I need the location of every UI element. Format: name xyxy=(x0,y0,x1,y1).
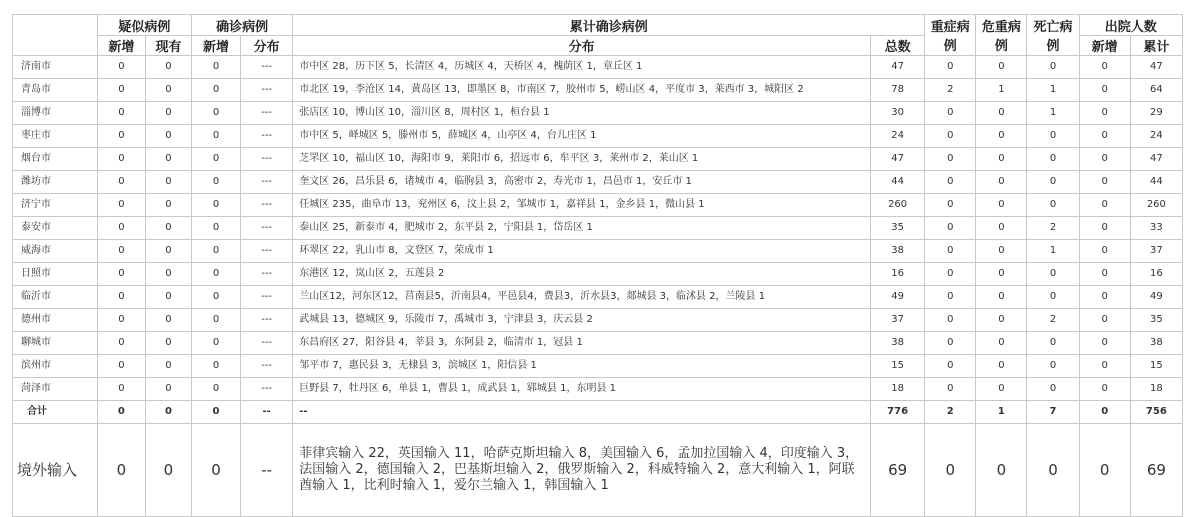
suspected-new-cell: 0 xyxy=(97,332,145,355)
death-cell: 0 xyxy=(1027,286,1079,309)
confirmed-new-cell: 0 xyxy=(191,424,240,517)
suspected-new-cell: 0 xyxy=(97,79,145,102)
critical-cell: 0 xyxy=(976,148,1027,171)
suspected-new-cell: 0 xyxy=(97,378,145,401)
death-cell: 0 xyxy=(1027,148,1079,171)
confirmed-distribution-cell: --- xyxy=(241,240,293,263)
city-cell: 聊城市 xyxy=(13,332,98,355)
cumulative-distribution-cell: 奎文区 26，昌乐县 6，诸城市 4，临朐县 3，高密市 2，寿光市 1，昌邑市 1，安丘市 1 xyxy=(293,171,871,194)
death-cell: 0 xyxy=(1027,263,1079,286)
discharged-total-cell: 69 xyxy=(1130,424,1182,517)
city-cell: 日照市 xyxy=(13,263,98,286)
critical-cell: 0 xyxy=(976,309,1027,332)
discharged-new-cell: 0 xyxy=(1079,332,1130,355)
discharged-total-cell: 29 xyxy=(1130,102,1182,125)
confirmed-new-cell: 0 xyxy=(191,355,240,378)
cumulative-distribution-cell: 市北区 19，李沧区 14，黄岛区 13，即墨区 8，市南区 7，胶州市 5，崂山区 4，平度市 3，莱西市 3，城阳区 2 xyxy=(293,79,871,102)
cumulative-total-cell: 24 xyxy=(871,125,925,148)
discharged-total-cell: 47 xyxy=(1130,148,1182,171)
header-discharged-new: 新增 xyxy=(1079,36,1130,56)
suspected-new-cell: 0 xyxy=(97,194,145,217)
discharged-new-cell: 0 xyxy=(1079,263,1130,286)
suspected-new-cell: 0 xyxy=(97,217,145,240)
death-cell: 0 xyxy=(1027,424,1079,517)
death-cell: 1 xyxy=(1027,102,1079,125)
city-cell: 济宁市 xyxy=(13,194,98,217)
confirmed-distribution-cell: --- xyxy=(241,194,293,217)
table-body xyxy=(13,56,1183,517)
discharged-total-cell: 24 xyxy=(1130,125,1182,148)
confirmed-new-cell: 0 xyxy=(191,148,240,171)
suspected-current-cell: 0 xyxy=(145,401,191,424)
table-row xyxy=(13,56,1183,79)
discharged-total-cell: 260 xyxy=(1130,194,1182,217)
cumulative-total-cell: 38 xyxy=(871,332,925,355)
cumulative-distribution-cell: 邹平市 7，惠民县 3，无棣县 3，滨城区 1，阳信县 1 xyxy=(293,355,871,378)
suspected-current-cell: 0 xyxy=(145,148,191,171)
table-row xyxy=(13,217,1183,240)
confirmed-distribution-cell: -- xyxy=(241,424,293,517)
discharged-new-cell: 0 xyxy=(1079,194,1130,217)
suspected-current-cell: 0 xyxy=(145,263,191,286)
suspected-new-cell: 0 xyxy=(97,263,145,286)
overseas-import-row xyxy=(13,424,1183,517)
suspected-new-cell: 0 xyxy=(97,240,145,263)
city-cell: 青岛市 xyxy=(13,79,98,102)
city-cell: 泰安市 xyxy=(13,217,98,240)
confirmed-new-cell: 0 xyxy=(191,332,240,355)
severe-cell: 0 xyxy=(925,332,976,355)
severe-cell: 0 xyxy=(925,378,976,401)
death-cell: 0 xyxy=(1027,125,1079,148)
discharged-new-cell: 0 xyxy=(1079,240,1130,263)
city-cell: 济南市 xyxy=(13,56,98,79)
cumulative-distribution-cell: 东昌府区 27，阳谷县 4，莘县 3，东阿县 2，临清市 1，冠县 1 xyxy=(293,332,871,355)
discharged-new-cell: 0 xyxy=(1079,56,1130,79)
discharged-total-cell: 49 xyxy=(1130,286,1182,309)
confirmed-new-cell: 0 xyxy=(191,56,240,79)
city-cell: 烟台市 xyxy=(13,148,98,171)
confirmed-distribution-cell: --- xyxy=(241,148,293,171)
critical-cell: 0 xyxy=(976,378,1027,401)
confirmed-new-cell: 0 xyxy=(191,102,240,125)
table-row xyxy=(13,148,1183,171)
confirmed-distribution-cell: --- xyxy=(241,263,293,286)
cumulative-total-cell: 260 xyxy=(871,194,925,217)
suspected-current-cell: 0 xyxy=(145,309,191,332)
confirmed-distribution-cell: --- xyxy=(241,332,293,355)
confirmed-new-cell: 0 xyxy=(191,125,240,148)
cumulative-total-cell: 776 xyxy=(871,401,925,424)
cumulative-total-cell: 44 xyxy=(871,171,925,194)
severe-cell: 0 xyxy=(925,263,976,286)
header-suspected-new: 新增 xyxy=(97,36,145,56)
suspected-new-cell: 0 xyxy=(97,102,145,125)
critical-cell: 0 xyxy=(976,240,1027,263)
confirmed-distribution-cell: --- xyxy=(241,125,293,148)
discharged-total-cell: 37 xyxy=(1130,240,1182,263)
header-death: 死亡病例 xyxy=(1027,15,1079,56)
cumulative-total-cell: 38 xyxy=(871,240,925,263)
confirmed-new-cell: 0 xyxy=(191,309,240,332)
cumulative-total-cell: 37 xyxy=(871,309,925,332)
city-cell: 滨州市 xyxy=(13,355,98,378)
critical-cell: 0 xyxy=(976,286,1027,309)
cumulative-total-cell: 30 xyxy=(871,102,925,125)
death-cell: 0 xyxy=(1027,171,1079,194)
severe-cell: 0 xyxy=(925,194,976,217)
confirmed-distribution-cell: --- xyxy=(241,56,293,79)
confirmed-new-cell: 0 xyxy=(191,378,240,401)
severe-cell: 0 xyxy=(925,171,976,194)
header-cumulative-total: 总数 xyxy=(871,36,925,56)
severe-cell: 2 xyxy=(925,401,976,424)
city-cell: 临沂市 xyxy=(13,286,98,309)
header-severe: 重症病例 xyxy=(925,15,976,56)
city-cell: 德州市 xyxy=(13,309,98,332)
severe-cell: 0 xyxy=(925,125,976,148)
discharged-new-cell: 0 xyxy=(1079,102,1130,125)
confirmed-distribution-cell: -- xyxy=(241,401,293,424)
table-row xyxy=(13,332,1183,355)
header-confirmed: 确诊病例 xyxy=(191,15,292,36)
critical-cell: 0 xyxy=(976,355,1027,378)
cumulative-distribution-cell: 环翠区 22，乳山市 8，文登区 7，荣成市 1 xyxy=(293,240,871,263)
table-row xyxy=(13,286,1183,309)
suspected-new-cell: 0 xyxy=(97,309,145,332)
suspected-new-cell: 0 xyxy=(97,56,145,79)
suspected-new-cell: 0 xyxy=(97,171,145,194)
suspected-current-cell: 0 xyxy=(145,125,191,148)
suspected-current-cell: 0 xyxy=(145,355,191,378)
suspected-current-cell: 0 xyxy=(145,217,191,240)
table-row xyxy=(13,171,1183,194)
critical-cell: 0 xyxy=(976,332,1027,355)
discharged-new-cell: 0 xyxy=(1079,171,1130,194)
suspected-new-cell: 0 xyxy=(97,286,145,309)
header-suspected: 疑似病例 xyxy=(97,15,191,36)
confirmed-distribution-cell: --- xyxy=(241,378,293,401)
cumulative-total-cell: 16 xyxy=(871,263,925,286)
cumulative-total-cell: 47 xyxy=(871,56,925,79)
table-row xyxy=(13,79,1183,102)
severe-cell: 0 xyxy=(925,217,976,240)
discharged-new-cell: 0 xyxy=(1079,378,1130,401)
discharged-total-cell: 756 xyxy=(1130,401,1182,424)
city-cell: 枣庄市 xyxy=(13,125,98,148)
death-cell: 7 xyxy=(1027,401,1079,424)
discharged-total-cell: 33 xyxy=(1130,217,1182,240)
discharged-new-cell: 0 xyxy=(1079,424,1130,517)
suspected-current-cell: 0 xyxy=(145,332,191,355)
discharged-new-cell: 0 xyxy=(1079,286,1130,309)
severe-cell: 2 xyxy=(925,79,976,102)
header-cumulative: 累计确诊病例 xyxy=(293,15,925,36)
cumulative-distribution-cell: 市中区 28，历下区 5，长清区 4，历城区 4，天桥区 4，槐荫区 1，章丘区 1 xyxy=(293,56,871,79)
discharged-new-cell: 0 xyxy=(1079,355,1130,378)
severe-cell: 0 xyxy=(925,286,976,309)
discharged-total-cell: 47 xyxy=(1130,56,1182,79)
header-critical: 危重病例 xyxy=(976,15,1027,56)
confirmed-distribution-cell: --- xyxy=(241,309,293,332)
critical-cell: 0 xyxy=(976,171,1027,194)
suspected-current-cell: 0 xyxy=(145,102,191,125)
case-statistics-table xyxy=(12,14,1183,517)
critical-cell: 0 xyxy=(976,217,1027,240)
discharged-total-cell: 18 xyxy=(1130,378,1182,401)
confirmed-distribution-cell: --- xyxy=(241,217,293,240)
confirmed-new-cell: 0 xyxy=(191,240,240,263)
cumulative-distribution-cell: 芝罘区 10，福山区 10，海阳市 9，莱阳市 6，招远市 6，牟平区 3，莱州市 2，莱山区 1 xyxy=(293,148,871,171)
total-row xyxy=(13,401,1183,424)
cumulative-distribution-cell: 泰山区 25，新泰市 4，肥城市 2，东平县 2，宁阳县 1，岱岳区 1 xyxy=(293,217,871,240)
suspected-new-cell: 0 xyxy=(97,424,145,517)
cumulative-total-cell: 18 xyxy=(871,378,925,401)
suspected-current-cell: 0 xyxy=(145,194,191,217)
city-cell: 境外输入 xyxy=(13,424,98,517)
cumulative-distribution-cell: 张店区 10，博山区 10，淄川区 8，周村区 1，桓台县 1 xyxy=(293,102,871,125)
table-row xyxy=(13,125,1183,148)
cumulative-total-cell: 47 xyxy=(871,148,925,171)
table-row xyxy=(13,102,1183,125)
severe-cell: 0 xyxy=(925,56,976,79)
discharged-total-cell: 44 xyxy=(1130,171,1182,194)
death-cell: 0 xyxy=(1027,378,1079,401)
table-row xyxy=(13,378,1183,401)
header-cumulative-distribution: 分布 xyxy=(293,36,871,56)
confirmed-new-cell: 0 xyxy=(191,401,240,424)
suspected-new-cell: 0 xyxy=(97,125,145,148)
suspected-current-cell: 0 xyxy=(145,56,191,79)
header-confirmed-distribution: 分布 xyxy=(241,36,293,56)
cumulative-distribution-cell: 菲律宾输入 22，英国输入 11，哈萨克斯坦输入 8，美国输入 6，孟加拉国输入 4，印度输入 3，法国输入 2，德国输入 2，巴基斯坦输入 2，俄罗斯输入 2，科威特输入 2，意大利输入 1，阿联酋输入 1，比利时输入 1，爱尔兰输入 1，韩国输入 1 xyxy=(293,424,871,517)
confirmed-new-cell: 0 xyxy=(191,194,240,217)
city-cell: 淄博市 xyxy=(13,102,98,125)
discharged-new-cell: 0 xyxy=(1079,79,1130,102)
severe-cell: 0 xyxy=(925,424,976,517)
header-discharged: 出院人数 xyxy=(1079,15,1182,36)
critical-cell: 0 xyxy=(976,263,1027,286)
cumulative-distribution-cell: 武城县 13，德城区 9，乐陵市 7，禹城市 3，宁津县 3，庆云县 2 xyxy=(293,309,871,332)
header-corner xyxy=(13,15,98,56)
critical-cell: 0 xyxy=(976,194,1027,217)
severe-cell: 0 xyxy=(925,240,976,263)
discharged-new-cell: 0 xyxy=(1079,309,1130,332)
critical-cell: 0 xyxy=(976,56,1027,79)
table-row xyxy=(13,263,1183,286)
confirmed-distribution-cell: --- xyxy=(241,171,293,194)
confirmed-new-cell: 0 xyxy=(191,171,240,194)
cumulative-total-cell: 15 xyxy=(871,355,925,378)
confirmed-distribution-cell: --- xyxy=(241,355,293,378)
cumulative-total-cell: 69 xyxy=(871,424,925,517)
header-confirmed-new: 新增 xyxy=(191,36,240,56)
critical-cell: 0 xyxy=(976,102,1027,125)
confirmed-new-cell: 0 xyxy=(191,79,240,102)
death-cell: 0 xyxy=(1027,194,1079,217)
table-row xyxy=(13,309,1183,332)
cumulative-distribution-cell: 市中区 5，峄城区 5，滕州市 5，薛城区 4，山亭区 4，台儿庄区 1 xyxy=(293,125,871,148)
cumulative-total-cell: 78 xyxy=(871,79,925,102)
critical-cell: 1 xyxy=(976,79,1027,102)
discharged-total-cell: 16 xyxy=(1130,263,1182,286)
case-table-container xyxy=(12,14,1183,517)
city-cell: 威海市 xyxy=(13,240,98,263)
discharged-new-cell: 0 xyxy=(1079,148,1130,171)
death-cell: 0 xyxy=(1027,332,1079,355)
city-cell: 潍坊市 xyxy=(13,171,98,194)
death-cell: 0 xyxy=(1027,355,1079,378)
table-row xyxy=(13,355,1183,378)
discharged-new-cell: 0 xyxy=(1079,217,1130,240)
death-cell: 0 xyxy=(1027,56,1079,79)
severe-cell: 0 xyxy=(925,148,976,171)
death-cell: 2 xyxy=(1027,309,1079,332)
suspected-current-cell: 0 xyxy=(145,424,191,517)
severe-cell: 0 xyxy=(925,309,976,332)
critical-cell: 0 xyxy=(976,125,1027,148)
table-row xyxy=(13,194,1183,217)
discharged-total-cell: 15 xyxy=(1130,355,1182,378)
suspected-new-cell: 0 xyxy=(97,148,145,171)
confirmed-new-cell: 0 xyxy=(191,217,240,240)
death-cell: 1 xyxy=(1027,240,1079,263)
severe-cell: 0 xyxy=(925,355,976,378)
critical-cell: 1 xyxy=(976,401,1027,424)
cumulative-distribution-cell: -- xyxy=(293,401,871,424)
severe-cell: 0 xyxy=(925,102,976,125)
confirmed-distribution-cell: --- xyxy=(241,286,293,309)
discharged-total-cell: 38 xyxy=(1130,332,1182,355)
header-suspected-current: 现有 xyxy=(145,36,191,56)
confirmed-distribution-cell: --- xyxy=(241,102,293,125)
critical-cell: 0 xyxy=(976,424,1027,517)
death-cell: 1 xyxy=(1027,79,1079,102)
city-cell: 合计 xyxy=(13,401,98,424)
suspected-current-cell: 0 xyxy=(145,79,191,102)
header-discharged-total: 累计 xyxy=(1130,36,1182,56)
death-cell: 2 xyxy=(1027,217,1079,240)
cumulative-distribution-cell: 兰山区12，河东区12，莒南县5，沂南县4，平邑县4，费县3，沂水县3，郯城县 3，临沭县 2，兰陵县 1 xyxy=(293,286,871,309)
discharged-total-cell: 35 xyxy=(1130,309,1182,332)
cumulative-distribution-cell: 东港区 12，岚山区 2，五莲县 2 xyxy=(293,263,871,286)
discharged-new-cell: 0 xyxy=(1079,401,1130,424)
suspected-new-cell: 0 xyxy=(97,355,145,378)
cumulative-distribution-cell: 任城区 235，曲阜市 13，兖州区 6，汶上县 2，邹城市 1，嘉祥县 1，金乡县 1，微山县 1 xyxy=(293,194,871,217)
city-cell: 菏泽市 xyxy=(13,378,98,401)
cumulative-total-cell: 35 xyxy=(871,217,925,240)
suspected-current-cell: 0 xyxy=(145,286,191,309)
suspected-current-cell: 0 xyxy=(145,171,191,194)
table-header xyxy=(13,15,1183,56)
confirmed-new-cell: 0 xyxy=(191,286,240,309)
discharged-total-cell: 64 xyxy=(1130,79,1182,102)
cumulative-total-cell: 49 xyxy=(871,286,925,309)
confirmed-new-cell: 0 xyxy=(191,263,240,286)
discharged-new-cell: 0 xyxy=(1079,125,1130,148)
confirmed-distribution-cell: --- xyxy=(241,79,293,102)
suspected-current-cell: 0 xyxy=(145,240,191,263)
suspected-new-cell: 0 xyxy=(97,401,145,424)
cumulative-distribution-cell: 巨野县 7，牡丹区 6，单县 1，曹县 1，成武县 1，郓城县 1，东明县 1 xyxy=(293,378,871,401)
table-row xyxy=(13,240,1183,263)
suspected-current-cell: 0 xyxy=(145,378,191,401)
